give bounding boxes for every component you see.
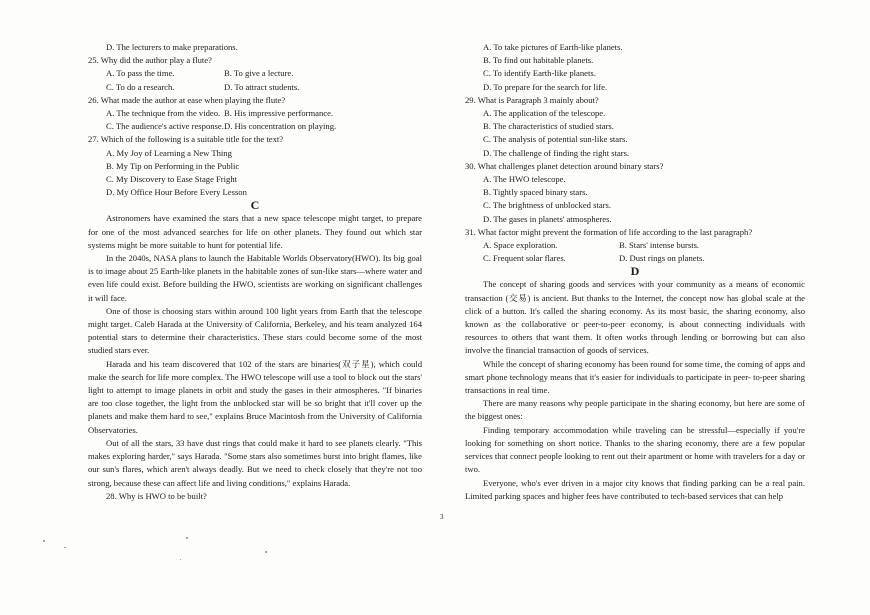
q29-option-a: A. The application of the telescope. bbox=[483, 108, 606, 119]
q26-option-c: C. The audience's active response. bbox=[106, 121, 224, 132]
q25-option-c: C. To do a research. bbox=[106, 81, 175, 92]
scan-speck bbox=[265, 551, 267, 553]
left-column bbox=[88, 41, 422, 503]
q29-stem: 29. What is Paragraph 3 mainly about? bbox=[465, 94, 599, 105]
q31-stem: 31. What factor might prevent the formation of life according to the last paragraph? bbox=[465, 226, 753, 237]
passage-d-paragraph-3: There are many reasons why people participate in the sharing economy, but here are some of the biggest ones: bbox=[465, 398, 805, 422]
q26-option-a: A. The technique from the video. bbox=[106, 108, 221, 119]
q29-option-b: B. The characteristics of studied stars. bbox=[483, 121, 614, 132]
passage-c-paragraph-2: In the 2040s, NASA plans to launch the Habitable Worlds Observatory(HWO). Its big goal is to image about 25 Earth-like planets in the habitable zones of sun-like stars—where water and even life could exist. Before building the HWO, scientists are working on significant challenges it will face. bbox=[88, 253, 422, 303]
q25-options-row-2 bbox=[88, 81, 422, 94]
passage-c-paragraph-1: Astronomers have examined the stars that a new space telescope might target, to prepare for one of the most advanced searches for life on other planets. They found out which star systems might be more suitable to hunt for potential life. bbox=[88, 213, 422, 250]
q31-options-row-1 bbox=[465, 239, 805, 252]
q27-option-d: D. My Office Hour Before Every Lesson bbox=[106, 187, 247, 198]
q27-option-c: C. My Discovery to Ease Stage Fright bbox=[106, 174, 238, 185]
section-c-heading: C bbox=[250, 198, 260, 213]
q30-option-d: D. The gases in planets' atmospheres. bbox=[483, 213, 612, 224]
q30-stem: 30. What challenges planet detection around binary stars? bbox=[465, 160, 664, 171]
q31-option-b: B. Stars' intense bursts. bbox=[619, 240, 700, 251]
passage-d-paragraph-1: The concept of sharing goods and services with your community as a means of economic transaction (交易) is ancient. But thanks to the Internet, the concept now has global scale at the click of a button. It's called the sharing economy. As its most basic, the sharing economy, also known as the collaborative or peer-to-peer economy, is about connecting individuals with resources to others that want them. It often works through lending or borrowing but can also involve the financial transaction of goods of services. bbox=[465, 279, 805, 356]
q31-option-c: C. Frequent solar flares. bbox=[483, 253, 566, 264]
q26-option-d: D. His concentration on playing. bbox=[224, 121, 337, 132]
q27-stem: 27. Which of the following is a suitable title for the text? bbox=[88, 134, 284, 145]
q29-option-c: C. The analysis of potential sun-like stars. bbox=[483, 134, 628, 145]
q26-stem: 26. What made the author at ease when playing the flute? bbox=[88, 94, 286, 105]
q26-options-row-2 bbox=[88, 120, 422, 133]
q28-option-b: B. To find out habitable planets. bbox=[483, 55, 594, 66]
q27-option-b: B. My Tip on Performing in the Public bbox=[106, 160, 240, 171]
q29-option-d: D. The challenge of finding the right stars. bbox=[483, 147, 630, 158]
q25-options-row-1 bbox=[88, 67, 422, 80]
right-column bbox=[465, 41, 805, 503]
passage-c-paragraph-3: One of those is choosing stars within around 100 light years from Earth that the telescope might target. Caleb Harada at the University of California, Berkeley, and his team analyzed 164 potential stars to determine their characteristics. These stars could become some of the most studied stars ever. bbox=[88, 305, 422, 356]
q31-option-d: D. Dust rings on planets. bbox=[619, 253, 705, 264]
q27-option-a: A. My Joy of Learning a New Thing bbox=[106, 147, 232, 158]
passage-d-paragraph-4: Finding temporary accommodation while traveling can be stressful—especially if you're looking for something on short notice. Thanks to the sharing economy, there are a few popular services that connect people looking to rent out their apartment or home with travelers for a day or two. bbox=[465, 424, 805, 475]
passage-c-paragraph-5: Out of all the stars, 33 have dust rings that could make it hard to see planets clearly. "This makes exploring harder," says Harada. "Some stars also sometimes burst into bright flames, like our sun's flares, which aren't always deadly. But we need to check closely that they're not too strong, because these can affect life and living conditions," explains Harada. bbox=[88, 437, 422, 488]
q25-option-b: B. To give a lecture. bbox=[224, 68, 294, 79]
scan-speck bbox=[43, 540, 45, 542]
passage-d-paragraph-5: Everyone, who's ever driven in a major city knows that finding parking can be a real pain. Limited parking spaces and higher fees have contributed to tech-based services that can help bbox=[465, 477, 805, 501]
q30-option-c: C. The brightness of unblocked stars. bbox=[483, 200, 612, 211]
q28-option-c: C. To identify Earth-like planets. bbox=[483, 68, 596, 79]
passage-c-paragraph-4: Harada and his team discovered that 102 of the stars are binaries(双子星), which could make the search for life more complex. The HWO telescope will use a tool to block out the stars' light to attempt to image planets in orbit and study the gases in their atmospheres. "If binaries are too close together, the light from the unblocked star will be so bright that it'll cover up the planets and make them hard to see," explains Bruce Macintosh from the University of California Observatories. bbox=[88, 358, 422, 435]
q28-option-a: A. To take pictures of Earth-like planets. bbox=[483, 42, 623, 52]
q31-option-a: A. Space exploration. bbox=[483, 240, 558, 251]
q25-option-a: A. To pass the time. bbox=[106, 68, 175, 79]
q28-option-d: D. To prepare for the search for life. bbox=[483, 81, 608, 92]
q30-option-b: B. Tightly spaced binary stars. bbox=[483, 187, 588, 198]
q26-option-b: B. His impressive performance. bbox=[224, 108, 334, 119]
q25-stem: 25. Why did the author play a flute? bbox=[88, 55, 212, 66]
q26-options-row-1 bbox=[88, 107, 422, 120]
q28-stem: 28. Why is HWO to be built? bbox=[106, 490, 207, 501]
passage-d-paragraph-2: While the concept of sharing economy has been round for some time, the coming of apps and smart phone technology means that it's easier for individuals to participate in peer- to-peer sharing transactions in real time. bbox=[465, 358, 805, 396]
q24-option-d: D. The lecturers to make preparations. bbox=[106, 42, 238, 52]
section-d-heading: D bbox=[630, 264, 640, 279]
q25-option-d: D. To attract students. bbox=[224, 81, 300, 92]
page-number: 3 bbox=[440, 513, 444, 521]
scan-speck bbox=[180, 559, 181, 560]
q30-option-a: A. The HWO telescope. bbox=[483, 174, 566, 185]
scan-speck bbox=[186, 537, 188, 539]
scan-speck bbox=[64, 547, 66, 548]
